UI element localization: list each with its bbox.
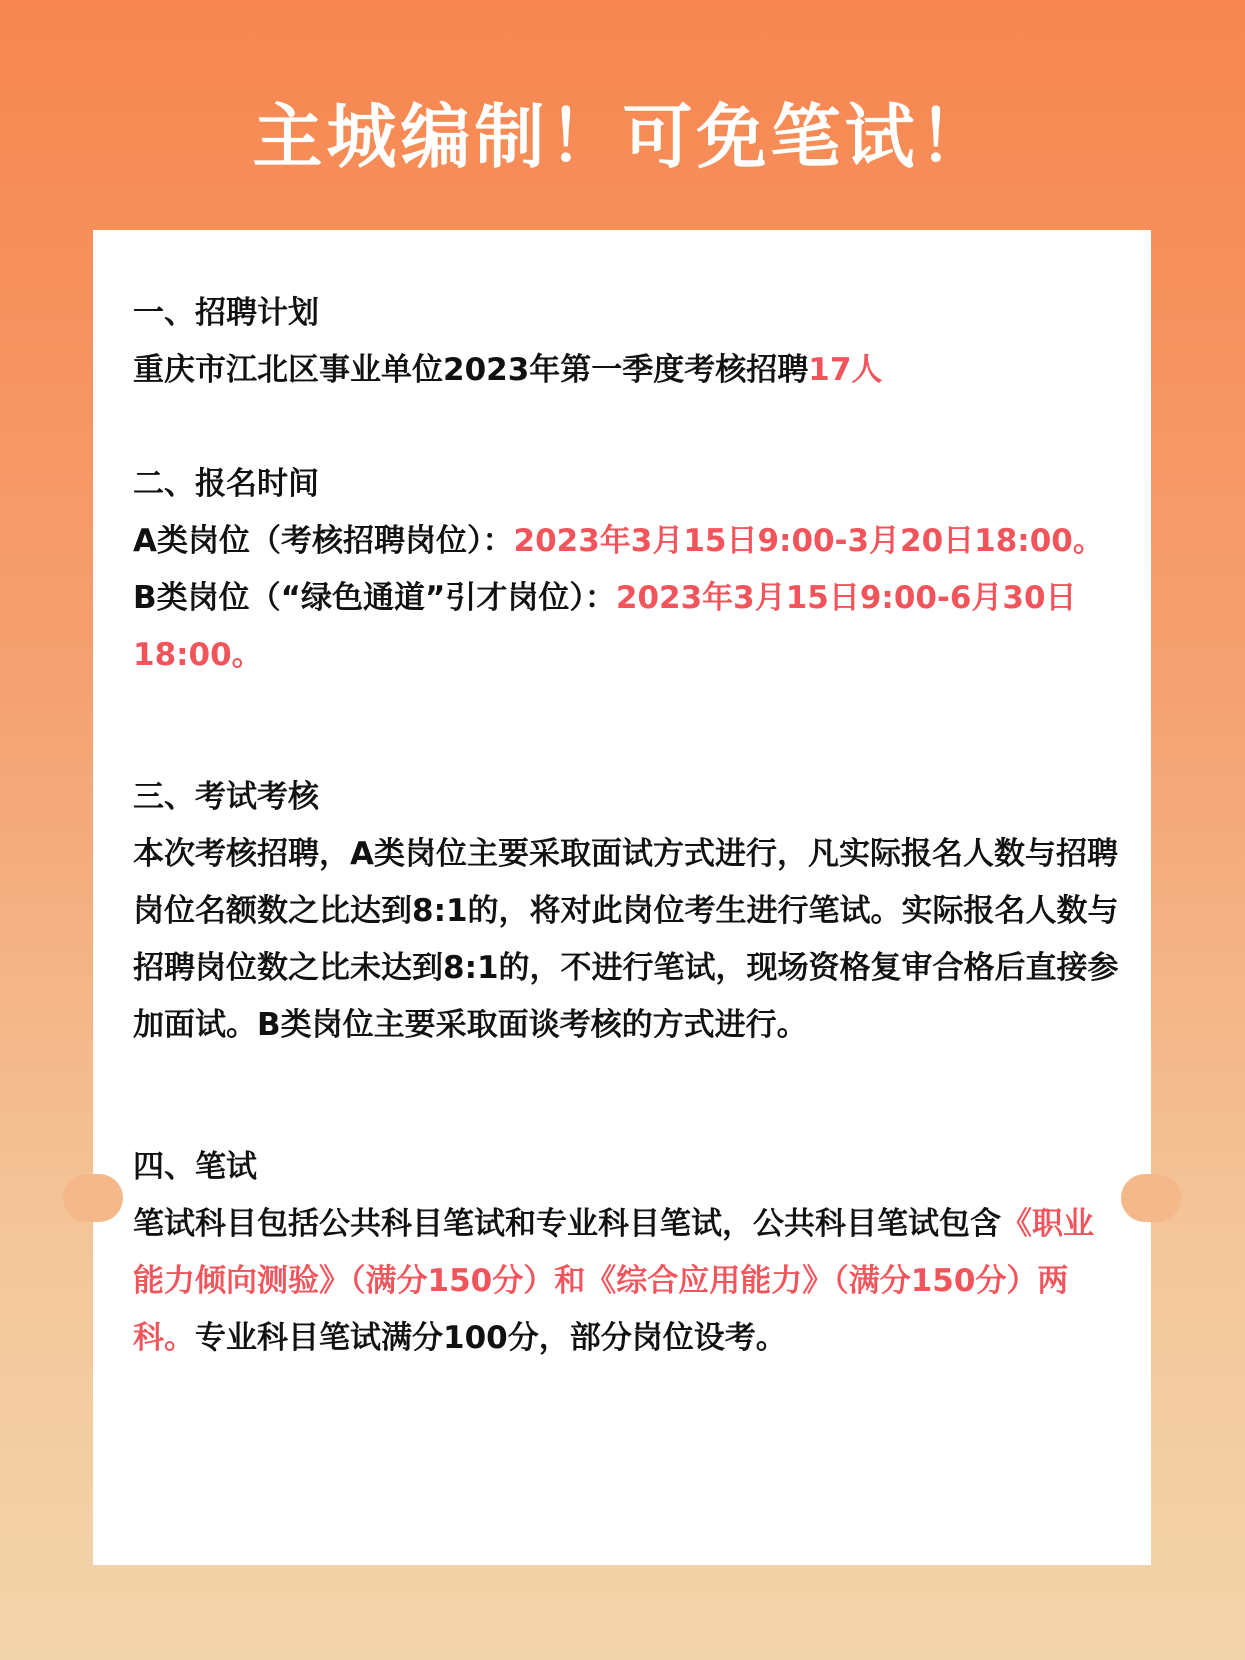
written-text-1: 笔试科目包括公共科目笔试和专业科目笔试，公共科目笔试包含 — [133, 1206, 1001, 1242]
section-heading: 一、招聘计划 — [133, 295, 319, 331]
card-content — [133, 285, 1123, 1367]
page-title: 主城编制！可免笔试！ — [252, 96, 993, 178]
registration-b-time: 2023年3月15日9:00-6月30日18:00。 — [133, 580, 1077, 673]
section-heading: 二、报名时间 — [133, 466, 319, 502]
written-text-2: 专业科目笔试满分100分，部分岗位设考。 — [195, 1320, 787, 1356]
plan-highlight: 17人 — [808, 352, 883, 388]
registration-a-time: 2023年3月15日9:00-3月20日18:00。 — [513, 523, 1104, 559]
registration-a — [133, 513, 1123, 570]
plan-text: 重庆市江北区事业单位2023年第一季度考核招聘 — [133, 352, 809, 388]
card-notch-right — [1121, 1174, 1181, 1222]
section-plan — [133, 285, 1123, 399]
section-heading: 三、考试考核 — [133, 779, 319, 815]
written-highlight: 《职业能力倾向测验》（满分150分）和《综合应用能力》（满分150分）两科。 — [133, 1206, 1094, 1356]
written-text — [133, 1196, 1123, 1367]
section-exam — [133, 769, 1123, 1054]
card-notch-left — [63, 1174, 123, 1222]
exam-text: 本次考核招聘，A类岗位主要采取面试方式进行，凡实际报名人数与招聘岗位名额数之比达到8:1的，将对此岗位考生进行笔试。实际报名人数与招聘岗位数之比未达到8:1的，不进行笔试，现场资格复审合格后直接参加面试。B类岗位主要采取面谈考核的方式进行。 — [133, 836, 1119, 1043]
registration-b — [133, 570, 1123, 684]
registration-a-label: A类岗位（考核招聘岗位）： — [133, 523, 514, 559]
section-registration — [133, 456, 1123, 684]
registration-b-label: B类岗位（“绿色通道”引才岗位）： — [133, 580, 616, 616]
section-heading: 四、笔试 — [133, 1149, 257, 1185]
section-text — [133, 342, 1123, 399]
section-written — [133, 1139, 1123, 1367]
